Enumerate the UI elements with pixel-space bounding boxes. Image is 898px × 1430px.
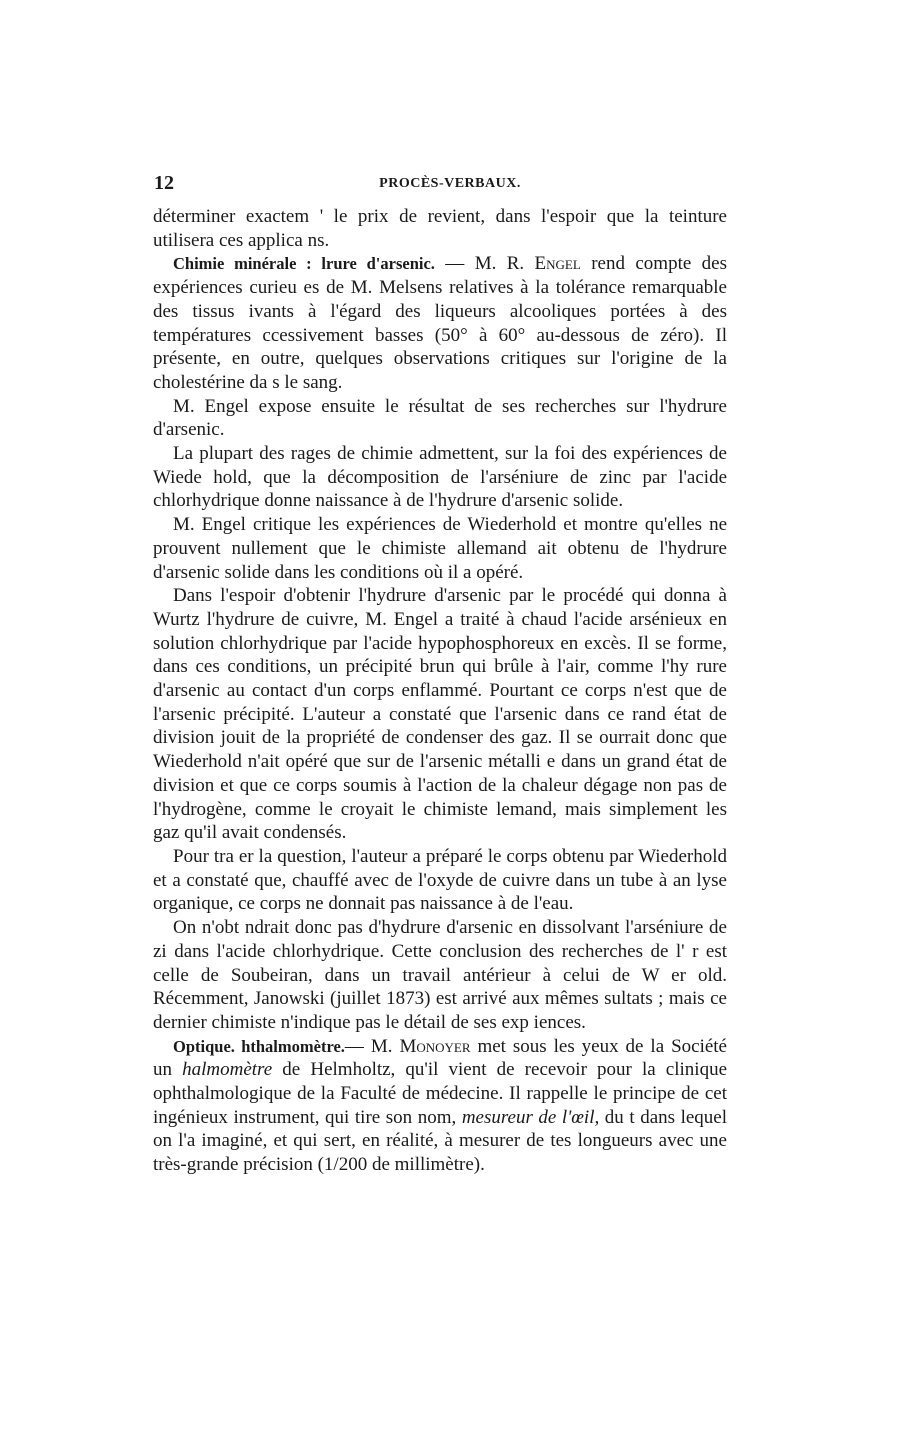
- page-header: [150, 172, 750, 202]
- paragraph-text: du t dans lequel on l'a imaginé, et qui sert, en réalité, à mesurer de tes longueurs avec une très-grande précision (1/200 de millimètre).: [153, 1106, 728, 1176]
- paragraph-4: La plupart des rages de chimie admettent, sur la foi des expériences de Wiede hold, que la décomposition de l'arséniure de zinc par l'acide chlorhydrique donne naissance à de l'hydrure d'arsenic solide.: [153, 443, 727, 512]
- author-name-engel: Engel: [534, 253, 581, 275]
- italic-term: mesureur de l'œil,: [461, 1106, 600, 1128]
- dash: — M.: [344, 1035, 400, 1057]
- italic-term: halmomètre: [182, 1059, 273, 1081]
- section-heading-chimie: Chimie minérale : lrure d'arsenic.: [173, 254, 435, 274]
- paragraph-1: déterminer exactem ' le prix de revient, dans l'espoir que la teinture utilisera ces applica ns.: [153, 206, 727, 251]
- page-number: 12: [154, 172, 174, 194]
- paragraph-7: Pour tra er la question, l'auteur a préparé le corps obtenu par Wiederhold et a constaté que, chauffé avec de l'oxyde de cuivre dans un tube à an lyse organique, ce corps ne donnait pas naissance à de l'eau.: [153, 845, 727, 915]
- paragraph-text: de Helmholtz, qu'il vient de recevoir pour la clinique ophthalmologique de la Faculté de médecine. Il rappelle le principe de cet ingénieux instrument, qui tire son nom,: [153, 1059, 728, 1128]
- paragraph-optique: [153, 1035, 727, 1177]
- running-title: PROCÈS-VERBAUX.: [379, 176, 521, 191]
- paragraph-chimie-minerale: [153, 252, 727, 394]
- paragraph-8: On n'obt ndrait donc pas d'hydrure d'arsenic en dissolvant l'arséniure de zi dans l'acide chlorhydrique. Cette conclusion des recherches de l' r est celle de Soubeiran, dans un travail antérieur à celui de W er old. Récemment, Janowski (juillet 1873) est arrivé aux mêmes sultats ; mais ce dernier chimiste n'indique pas le détail de ses exp iences.: [153, 917, 727, 1033]
- author-name-monoyer: Monoyer: [399, 1035, 471, 1057]
- section-heading-optique: Optique. hthalmomètre.: [173, 1036, 345, 1056]
- paragraph-3: M. Engel expose ensuite le résultat de ses recherches sur l'hydrure d'arsenic.: [153, 395, 727, 441]
- body-text: [153, 205, 727, 1177]
- paragraph-5: M. Engel critique les expériences de Wiederhold et montre qu'elles ne prouvent nullement que le chimiste allemand ait obtenu de l'hydrure d'arsenic solide dans les conditions où il a opéré.: [153, 514, 727, 583]
- paragraph-text: rend compte des expériences curieu es de M. Melsens relatives à la tolérance remarquable des tissus ivants à l'égard des liqueurs alcooliques portées à des températures ccessivement basses (50° à 60° au-dessous de zéro). Il présente, en outre, quelques observations critiques sur l'origine de la cholestérine da s le sang.: [153, 253, 727, 393]
- paragraph-text: met sous les yeux de la Société un: [153, 1035, 727, 1081]
- dash: — M. R.: [434, 253, 535, 275]
- paragraph-6: Dans l'espoir d'obtenir l'hydrure d'arsenic par le procédé qui donna à Wurtz l'hydrure de cuivre, M. Engel a traité à chaud l'acide arsénieux en solution chlorhydrique par l'acide hypophosphoreux en excès. Il se forme, dans ces conditions, un précipité brun qui brûle à l'air, comme l'hy rure d'arsenic au contact d'un corps enflammé. Pourtant ce corps n'est que de l'arsenic précipité. L'auteur a constaté que l'arsenic dans ce rand état de division jouit de la propriété de condenser des gaz. Il se ourrait donc que Wiederhold n'ait opéré que sur de l'arsenic métalli e dans un grand état de division et que ce corps soumis à l'action de la chaleur dégage non pas de l'hydrogène, comme le croyait le chimiste lemand, mais simplement les gaz qu'il avait condensés.: [153, 585, 727, 844]
